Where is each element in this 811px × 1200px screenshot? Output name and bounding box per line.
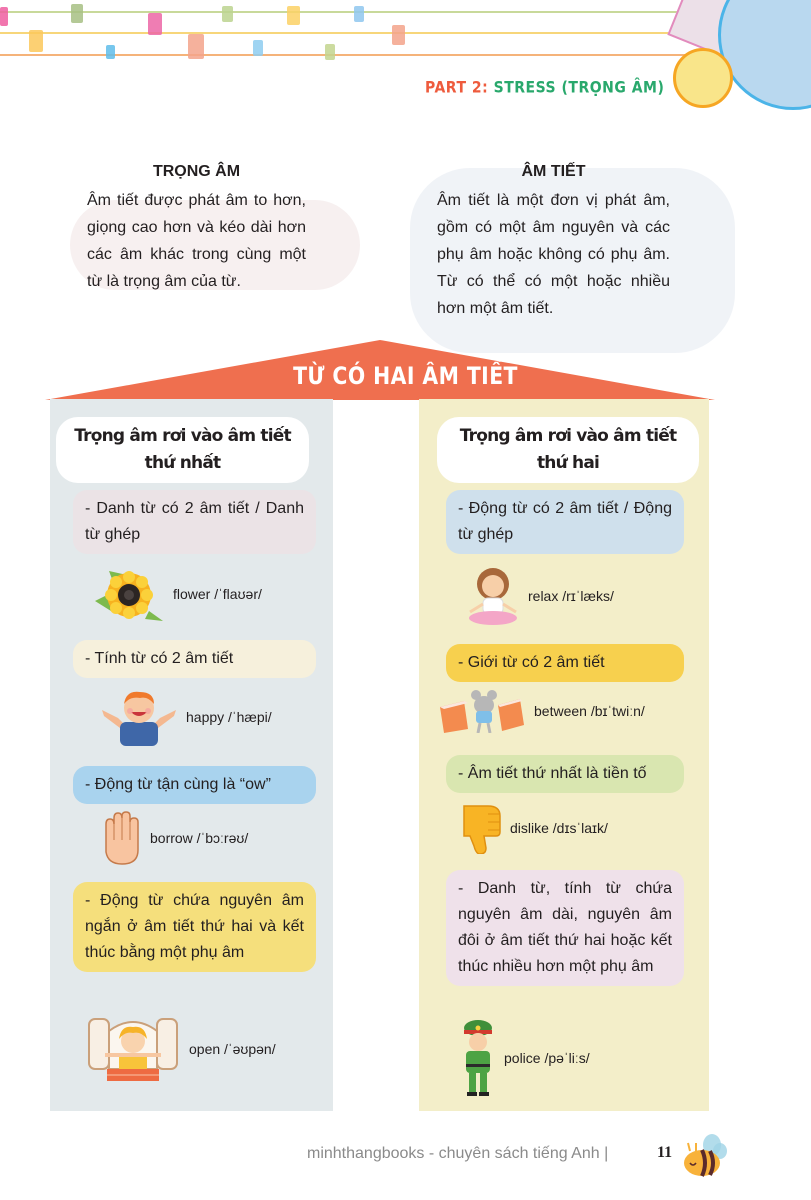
example-word: flower /ˈflaʊər/	[173, 586, 262, 602]
example-word: police /pəˈliːs/	[504, 1050, 590, 1066]
example-row	[458, 802, 608, 854]
definition-stress	[87, 163, 306, 295]
example-row	[100, 810, 248, 866]
rule-card: - Giới từ có 2 âm tiết	[446, 644, 684, 682]
part-title	[425, 79, 664, 97]
bee-icon	[680, 1133, 728, 1177]
example-row	[100, 688, 272, 746]
rule-card: - Danh từ có 2 âm tiết / Danh từ ghép	[73, 490, 316, 554]
hand-icon	[100, 810, 142, 866]
rule-card: - Động từ tận cùng là “ow”	[73, 766, 316, 804]
thumbs-down-icon	[458, 802, 502, 854]
deco-line-green	[0, 11, 680, 13]
deco-square	[325, 44, 335, 60]
deco-square	[148, 13, 162, 35]
definition-syllable	[437, 163, 670, 322]
definition-body: Âm tiết được phát âm to hơn, giọng cao hơn và kéo dài hơn các âm khác trong cùng một từ là trọng âm của từ.	[87, 192, 306, 290]
deco-yellow-circle	[673, 48, 733, 108]
deco-line-yellow	[0, 32, 680, 34]
example-row	[85, 1017, 276, 1081]
part-label: PART 2:	[425, 78, 489, 98]
deco-square	[253, 40, 263, 56]
example-word: between /bɪˈtwiːn/	[534, 703, 645, 719]
meditating-girl-icon	[466, 566, 520, 626]
part-topic: STRESS (TRỌNG ÂM)	[493, 78, 665, 98]
deco-square	[392, 25, 405, 45]
example-word: relax /rɪˈlæks/	[528, 588, 614, 604]
deco-square	[354, 6, 364, 22]
example-word: borrow /ˈbɔːrəʊ/	[150, 830, 249, 846]
deco-square	[106, 45, 115, 59]
example-word: open /ˈəʊpən/	[189, 1041, 276, 1057]
rule-card: - Động từ chứa nguyên âm ngắn ở âm tiết thứ hai và kết thúc bằng một phụ âm	[73, 882, 316, 972]
deco-square	[287, 6, 300, 25]
example-row	[440, 689, 645, 733]
page-number: 11	[657, 1144, 673, 1161]
definition-title: ÂM TIẾT	[521, 163, 586, 180]
banner-title: TỪ CÓ HAI ÂM TIẾT	[293, 362, 518, 390]
rule-card: - Âm tiết thứ nhất là tiền tố	[446, 755, 684, 793]
deco-square	[0, 7, 8, 26]
example-word: dislike /dɪsˈlaɪk/	[510, 820, 608, 836]
example-word: happy /ˈhæpi/	[186, 709, 272, 725]
deco-square	[29, 30, 43, 52]
rule-card: - Động từ có 2 âm tiết / Động từ ghép	[446, 490, 684, 554]
example-row	[460, 1020, 590, 1096]
column-heading: Trọng âm rơi vào âm tiết thứ hai	[437, 417, 699, 483]
deco-square	[71, 4, 83, 23]
rule-card: - Tính từ có 2 âm tiết	[73, 640, 316, 678]
column-heading: Trọng âm rơi vào âm tiết thứ nhất	[56, 417, 309, 483]
footer-publisher: minhthangbooks - chuyên sách tiếng Anh |	[307, 1145, 609, 1162]
happy-boy-icon	[100, 688, 178, 746]
example-row	[93, 565, 262, 623]
deco-square	[222, 6, 233, 22]
example-row	[466, 566, 614, 626]
mouse-between-boxes-icon	[440, 689, 526, 733]
definition-title: TRỌNG ÂM	[152, 163, 241, 180]
deco-line-orange	[0, 54, 690, 56]
boy-window-icon	[85, 1017, 181, 1081]
deco-blue-circle	[718, 0, 811, 110]
deco-square	[188, 34, 204, 59]
rule-card: - Danh từ, tính từ chứa nguyên âm dài, nguyên âm đôi ở âm tiết thứ hai hoặc kết thúc nhiều hơn một phụ âm	[446, 870, 684, 986]
sunflower-icon	[93, 565, 165, 623]
police-officer-icon	[460, 1020, 496, 1096]
definition-body: Âm tiết là một đơn vị phát âm, gồm có một âm nguyên và các phụ âm hoặc không có phụ âm. Từ có thể có một hoặc nhiều hơn một âm tiết.	[437, 192, 670, 317]
